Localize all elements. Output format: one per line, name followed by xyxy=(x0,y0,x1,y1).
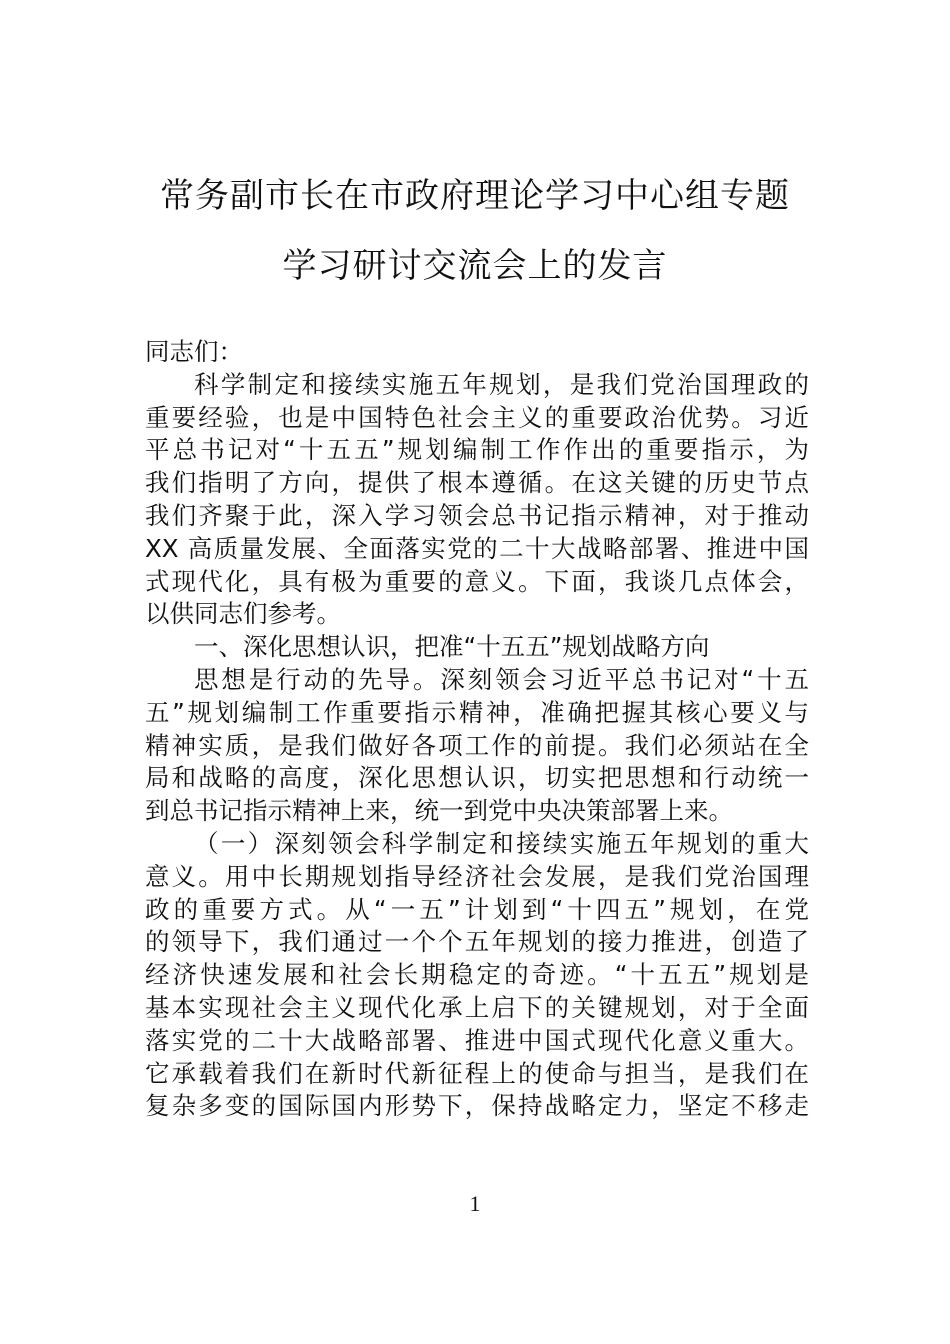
paragraph-line: XX 高质量发展、全面落实党的二十大战略部署、推进中国 xyxy=(145,533,809,563)
document-body xyxy=(145,336,809,1123)
paragraph-line: 以供同志们参考。 xyxy=(145,599,341,629)
page-number: 1 xyxy=(469,1191,481,1216)
paragraph-line: 思想是行动的先导。深刻领会习近平总书记对“十五 xyxy=(194,664,809,694)
paragraph-line: 它承载着我们在新时代新征程上的使命与担当，是我们在 xyxy=(145,1058,809,1088)
paragraph-line: 局和战略的高度，深化思想认识，切实把思想和行动统一 xyxy=(145,763,809,793)
paragraph-line: 我们齐聚于此，深入学习领会总书记指示精神，对于推动 xyxy=(145,500,809,530)
paragraph-line: 精神实质，是我们做好各项工作的前提。我们必须站在全 xyxy=(145,730,809,760)
salutation: 同志们： xyxy=(145,337,243,366)
paragraph-line: 重要经验，也是中国特色社会主义的重要政治优势。习近 xyxy=(145,402,809,432)
paragraph-line: 我们指明了方向，提供了根本遵循。在这关键的历史节点 xyxy=(145,468,809,498)
paragraph-line: （一）深刻领会科学制定和接续实施五年规划的重大 xyxy=(194,828,809,858)
document-title-line-1: 常务副市长在市政府理论学习中心组专题 xyxy=(160,176,790,216)
paragraph-line: 科学制定和接续实施五年规划，是我们党治国理政的 xyxy=(194,369,809,399)
paragraph-line: 复杂多变的国际国内形势下，保持战略定力，坚定不移走 xyxy=(145,1091,809,1121)
paragraph-line: 平总书记对“十五五”规划编制工作作出的重要指示，为 xyxy=(145,435,809,465)
document-title-line-2: 学习研讨交流会上的发言 xyxy=(282,246,668,286)
section-heading: 一、深化思想认识，把准“十五五”规划战略方向 xyxy=(194,632,710,662)
paragraph-line: 意义。用中长期规划指导经济社会发展，是我们党治国理 xyxy=(145,861,809,891)
paragraph-line: 式现代化，具有极为重要的意义。下面，我谈几点体会， xyxy=(145,566,809,596)
paragraph-line: 基本实现社会主义现代化承上启下的关键规划，对于全面 xyxy=(145,992,809,1022)
paragraph-line: 的领导下，我们通过一个个五年规划的接力推进，创造了 xyxy=(145,927,809,957)
paragraph-line: 政的重要方式。从“一五”计划到“十四五”规划，在党 xyxy=(145,894,809,924)
paragraph-line: 经济快速发展和社会长期稳定的奇迹。“十五五”规划是 xyxy=(145,960,809,990)
paragraph-line: 到总书记指示精神上来，统一到党中央决策部署上来。 xyxy=(145,796,733,826)
paragraph-line: 落实党的二十大战略部署、推进中国式现代化意义重大。 xyxy=(145,1025,809,1055)
paragraph-line: 五”规划编制工作重要指示精神，准确把握其核心要义与 xyxy=(145,697,809,727)
